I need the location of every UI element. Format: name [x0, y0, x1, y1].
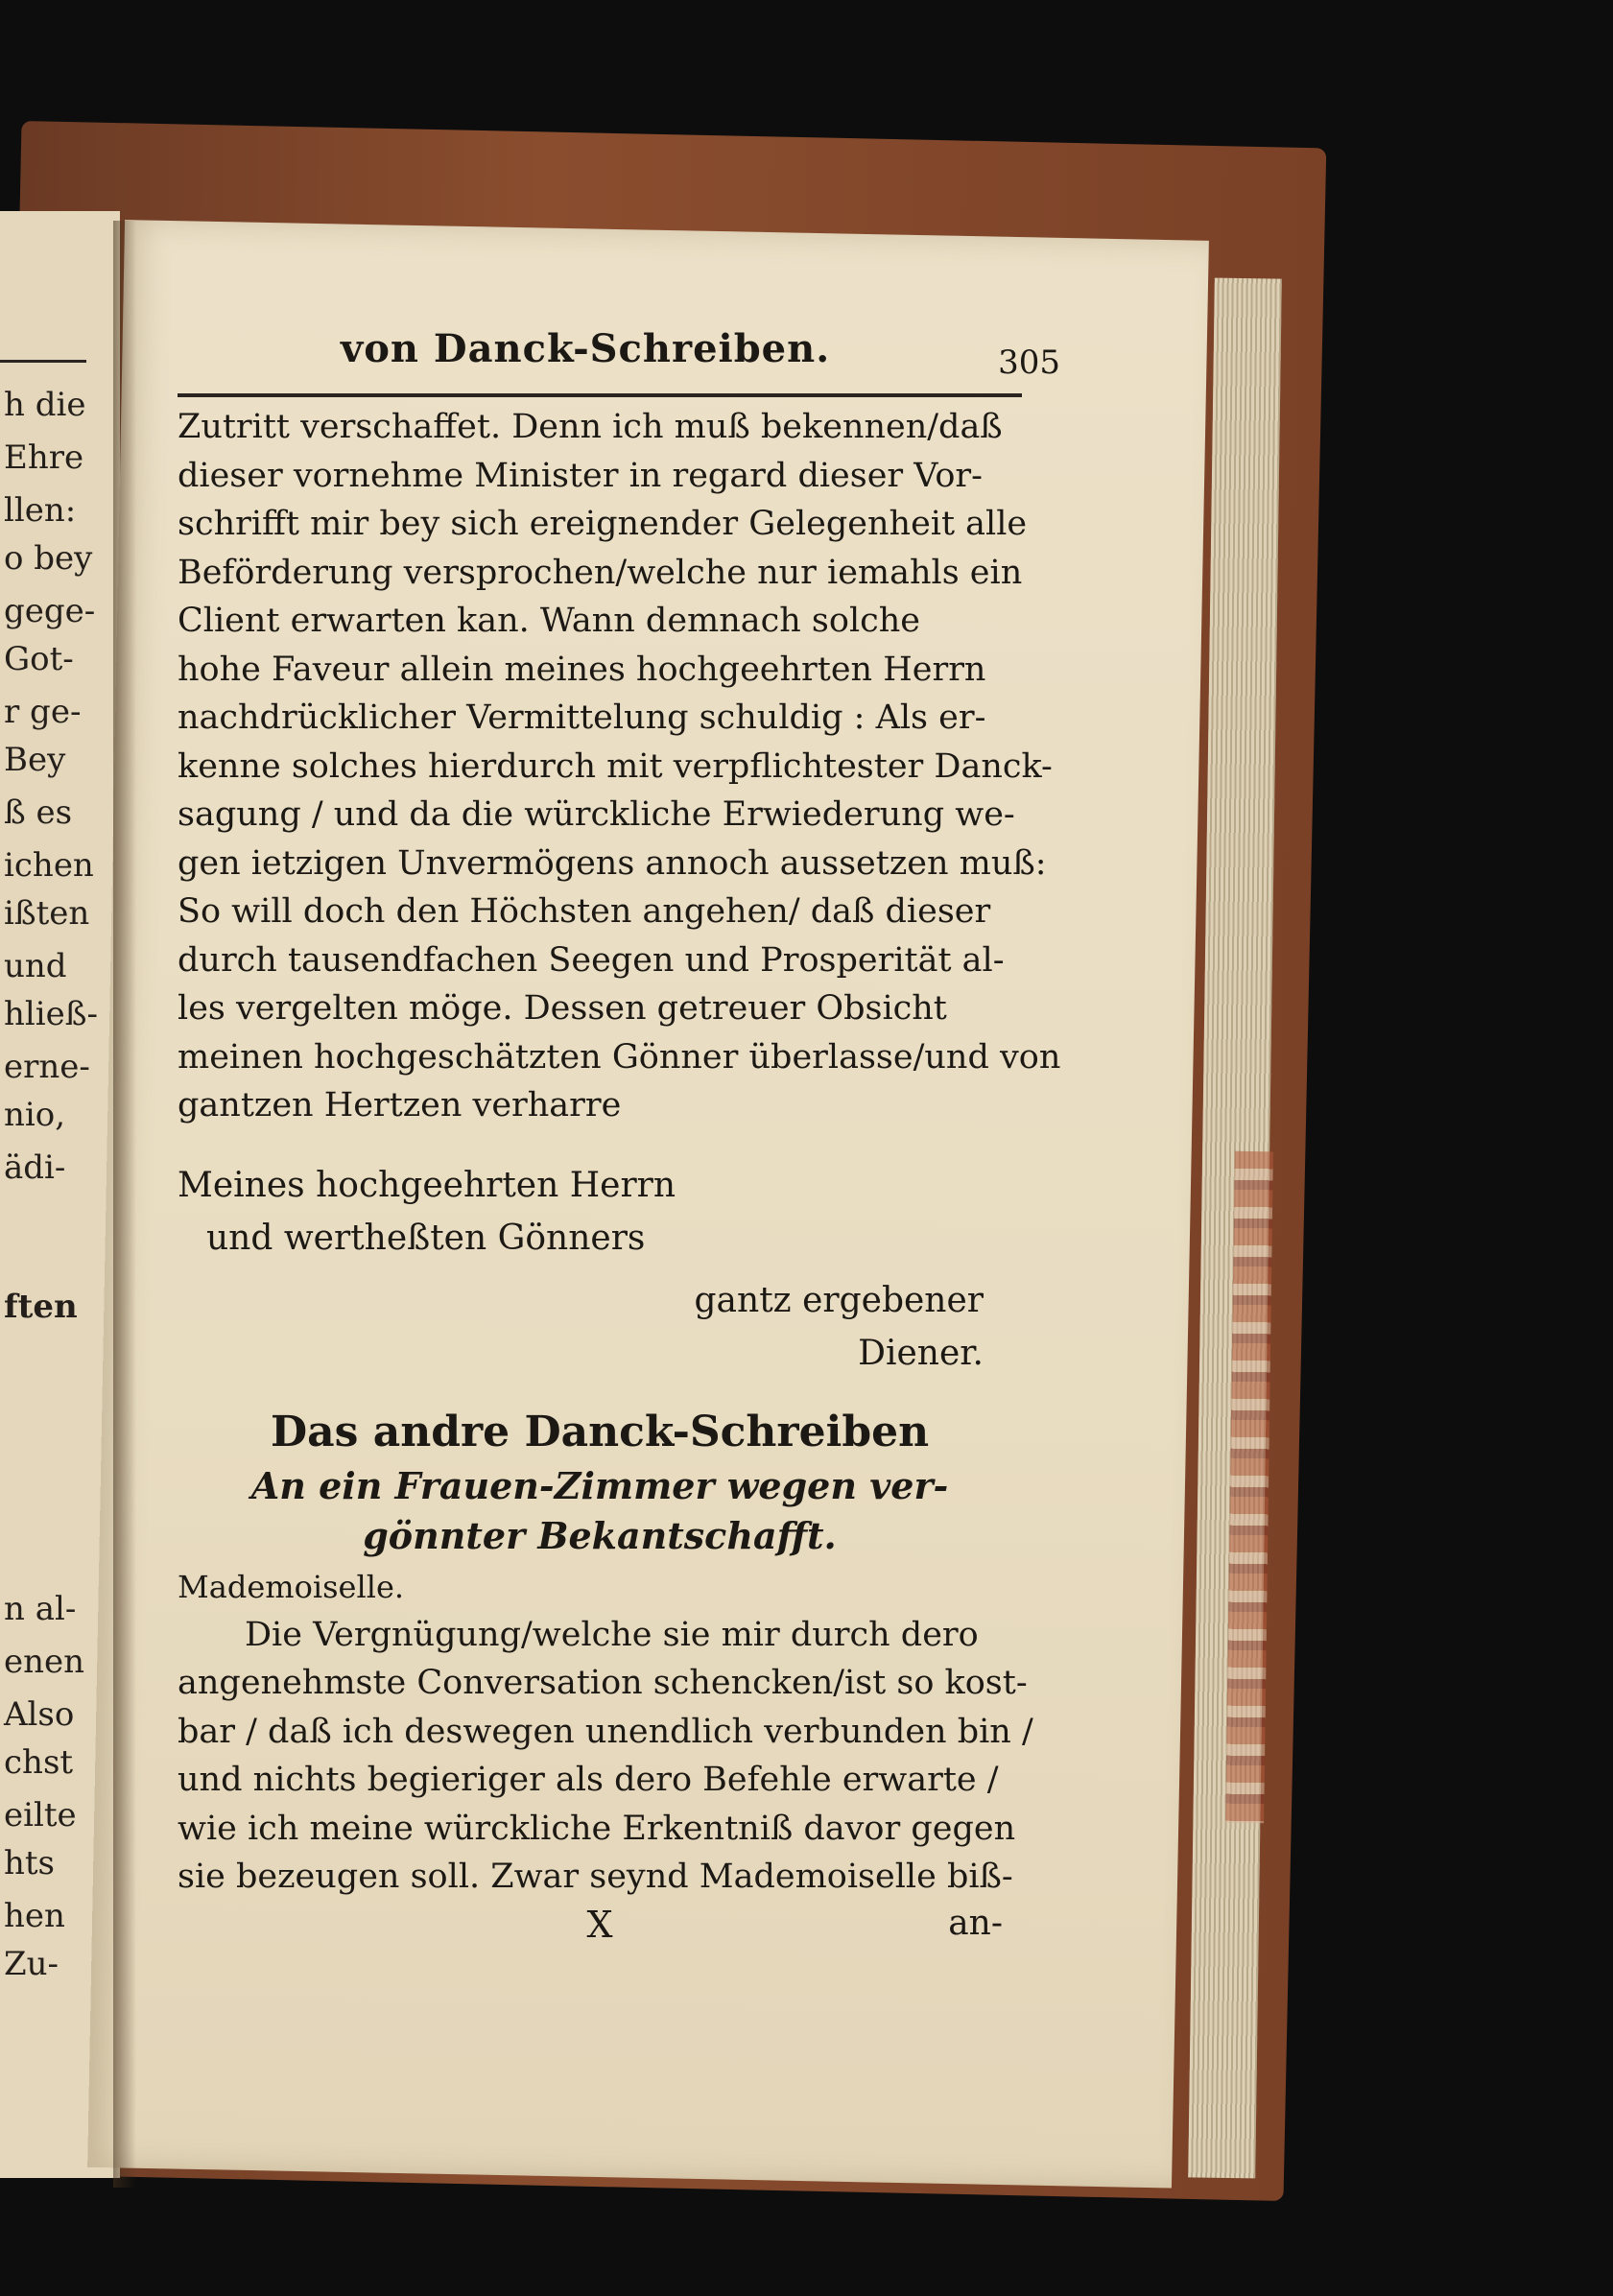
page-footer — [178, 1904, 1022, 1946]
signature-mark: X — [586, 1903, 613, 1946]
left-fragment: eilte — [4, 1796, 77, 1834]
section-title: Das andre Danck-Schreiben — [270, 1407, 930, 1456]
text-line: schrifft mir bey sich ereignender Gelegenheit alle — [178, 505, 1028, 543]
text-line: meinen hochgeschätzten Gönner überlasse/und von — [178, 1037, 1061, 1077]
left-fragment: ß es — [4, 793, 73, 832]
text-line: sie bezeugen soll. Zwar seynd Mademoiselle biß- — [178, 1858, 1013, 1896]
page-header — [178, 326, 1060, 393]
text-line: Client erwarten kan. Wann demnach solche — [178, 602, 920, 640]
text-line: und nichts begieriger als dero Befehle erwarte / — [178, 1761, 999, 1799]
text-line: wie ich meine würckliche Erkentniß davor gegen — [178, 1809, 1016, 1848]
page-text — [178, 326, 1061, 1946]
left-fragment: r ge- — [4, 693, 82, 731]
header-rule — [178, 393, 1022, 397]
running-head: von Danck-Schreiben. — [341, 326, 831, 371]
text-line: So will doch den Höchsten angehen/ daß dieser — [178, 892, 991, 931]
text-line: durch tausendfachen Seegen und Prosperität al- — [178, 940, 1005, 980]
text-line: dieser vornehme Minister in regard dieser Vor- — [178, 456, 983, 495]
text-line: gen ietzigen Unvermögens annoch aussetzen muß: — [178, 843, 1047, 883]
left-fragment: Zu- — [4, 1945, 59, 1983]
text-line: Die Vergnügung/welche sie mir durch dero — [245, 1615, 979, 1654]
left-fragment: o bey — [4, 539, 93, 578]
text-line: kenne solches hierdurch mit verpflichtester Danck- — [178, 746, 1053, 786]
left-fragment: h die — [4, 386, 86, 424]
left-page-rule — [0, 360, 86, 363]
left-fragment: Bey — [4, 741, 66, 779]
left-fragment: Also — [4, 1695, 75, 1734]
text-line: Zutritt verschaffet. Denn ich muß bekennen/daß — [178, 408, 1003, 446]
left-fragment: erne- — [4, 1048, 90, 1086]
left-fragment: ichen — [4, 846, 94, 885]
letter-closing — [178, 1159, 1022, 1265]
signature-line: gantz ergebener — [694, 1280, 984, 1320]
page-number: 305 — [998, 343, 1060, 382]
left-fragment: llen: — [4, 491, 77, 530]
letter-body-2 — [178, 1611, 1033, 1902]
left-fragment: ädi- — [4, 1148, 66, 1187]
text-line: hohe Faveur allein meines hochgeehrten Herrn — [178, 650, 986, 689]
closing-line: und wertheßten Gönners — [206, 1218, 646, 1258]
text-line: angenehmste Conversation schencken/ist so kost- — [178, 1664, 1028, 1702]
text-line: sagung / und da die würckliche Erwiederung we- — [178, 795, 1015, 834]
signature-line: Diener. — [858, 1333, 984, 1373]
left-fragment: Ehre — [4, 438, 84, 477]
left-fragment: enen — [4, 1643, 85, 1681]
left-fragment: gege- — [4, 592, 96, 630]
left-fragment: ften — [4, 1288, 78, 1326]
text-line: bar / daß ich deswegen unendlich verbunden bin / — [178, 1712, 1033, 1751]
salutation: Mademoiselle. — [178, 1568, 405, 1605]
section-subtitle: An ein Frauen-Zimmer wegen ver- — [250, 1463, 949, 1507]
catchword: an- — [948, 1903, 1003, 1943]
text-line: nachdrücklicher Vermittelung schuldig : Als er- — [178, 698, 986, 737]
left-fragment: hts — [4, 1844, 56, 1882]
left-fragment: Got- — [4, 640, 74, 678]
letter-body — [178, 403, 1061, 1130]
left-fragment: nio, — [4, 1096, 66, 1134]
left-fragment: hließ- — [4, 995, 98, 1033]
closing-line: Meines hochgeehrten Herrn — [178, 1165, 676, 1205]
section-subtitle: gönnter Bekantschafft. — [363, 1513, 837, 1557]
left-fragment: n al- — [4, 1590, 77, 1628]
text-line: Beförderung versprochen/welche nur iemahls ein — [178, 553, 1023, 592]
left-fragment: und — [4, 947, 67, 985]
left-fragment: ißten — [4, 894, 90, 933]
text-line: gantzen Hertzen verharre — [178, 1086, 622, 1124]
left-fragment: chst — [4, 1743, 74, 1782]
left-fragment: hen — [4, 1897, 65, 1935]
signature-block — [178, 1274, 1022, 1380]
text-line: les vergelten möge. Dessen getreuer Obsicht — [178, 989, 947, 1028]
gutter-shadow — [113, 221, 136, 2188]
